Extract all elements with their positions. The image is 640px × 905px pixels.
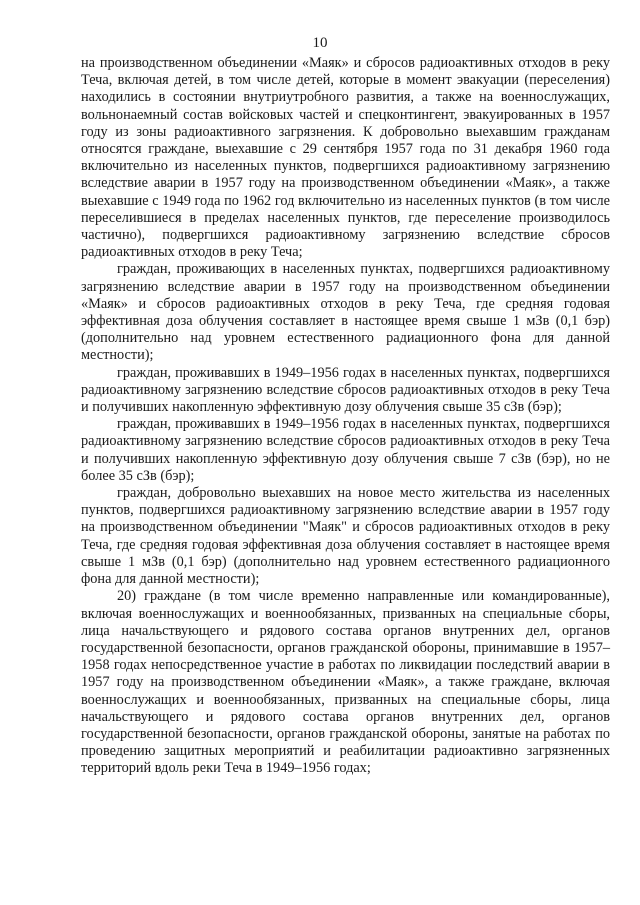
paragraph-residents-dose-7-to-35: граждан, проживавших в 1949–1956 годах в населенных пунктах, подвергшихся радиоактивному загрязнению вследствие сбросов радиоактивных отходов в реку Теча и получивших накопленную эффективную дозу облучения свыше 7 сЗв (бэр), но не более 35 сЗв (бэр); bbox=[81, 416, 610, 484]
document-body bbox=[81, 55, 610, 778]
page-number: 10 bbox=[312, 35, 328, 51]
paragraph-continuation: на производственном объединении «Маяк» и сбросов радиоактивных отходов в реку Теча, включая детей, в том числе детей, которые в момент эвакуации (переселения) находились в состоянии внутриутробного развития, а также на военнослужащих, вольнонаемный состав войсковых частей и спецконтингент, эвакуированных в 1957 году из зоны радиоактивного загрязнения. К добровольно выехавшим гражданам относятся граждане, выехавшие с 29 сентября 1957 года по 31 декабря 1960 года включительно из населенных пунктов, подвергшихся радиоактивному загрязнению вследствие аварии в 1957 году на производственном объединении «Маяк», а также выехавшие с 1949 года по 1962 год включительно из населенных пунктов (в том числе переселившиеся в пределах населенных пунктов, где переселение производилось частично), подвергшихся радиоактивному загрязнению вследствие сбросов радиоактивных отходов в реку Теча; bbox=[81, 55, 610, 261]
paragraph-voluntarily-relocated: граждан, добровольно выехавших на новое место жительства из населенных пунктов, подвергшихся радиоактивному загрязнению вследствие аварии в 1957 году на производственном объединении "Маяк" и сбросов радиоактивных отходов в реку Теча, где средняя годовая эффективная доза облучения составляет в настоящее время свыше 1 мЗв (0,1 бэр) (дополнительно над уровнем естественного радиационного фона для данной местности); bbox=[81, 485, 610, 588]
paragraph-residents-contaminated-areas: граждан, проживающих в населенных пунктах, подвергшихся радиоактивному загрязнению вследствие аварии в 1957 году на производственном объединении «Маяк» и сбросов радиоактивных отходов в реку Теча, где средняя годовая эффективная доза облучения составляет в настоящее время свыше 1 мЗв (0,1 бэр) (дополнительно над уровнем естественного радиационного фона для данной местности); bbox=[81, 261, 610, 364]
paragraph-residents-dose-over-35: граждан, проживавших в 1949–1956 годах в населенных пунктах, подвергшихся радиоактивному загрязнению вследствие сбросов радиоактивных отходов в реку Теча и получивших накопленную эффективную дозу облучения свыше 35 сЗв (бэр); bbox=[81, 364, 610, 416]
paragraph-item-20: 20) граждане (в том числе временно направленные или командированные), включая военнослужащих и военнообязанных, призванных на специальные сборы, лица начальствующего и рядового состава органов внутренних дел, органов государственной безопасности, органов гражданской обороны, принимавшие в 1957–1958 годах непосредственное участие в работах по ликвидации последствий аварии в 1957 году на производственном объединении «Маяк», а также граждане, включая военнослужащих и военнообязанных, призванных на специальные сборы, лица начальствующего и рядового состава органов внутренних дел, органов государственной безопасности, органов гражданской обороны, занятые на работах по проведению защитных мероприятий и реабилитации радиоактивно загрязненных территорий вдоль реки Теча в 1949–1956 годах; bbox=[81, 588, 610, 777]
